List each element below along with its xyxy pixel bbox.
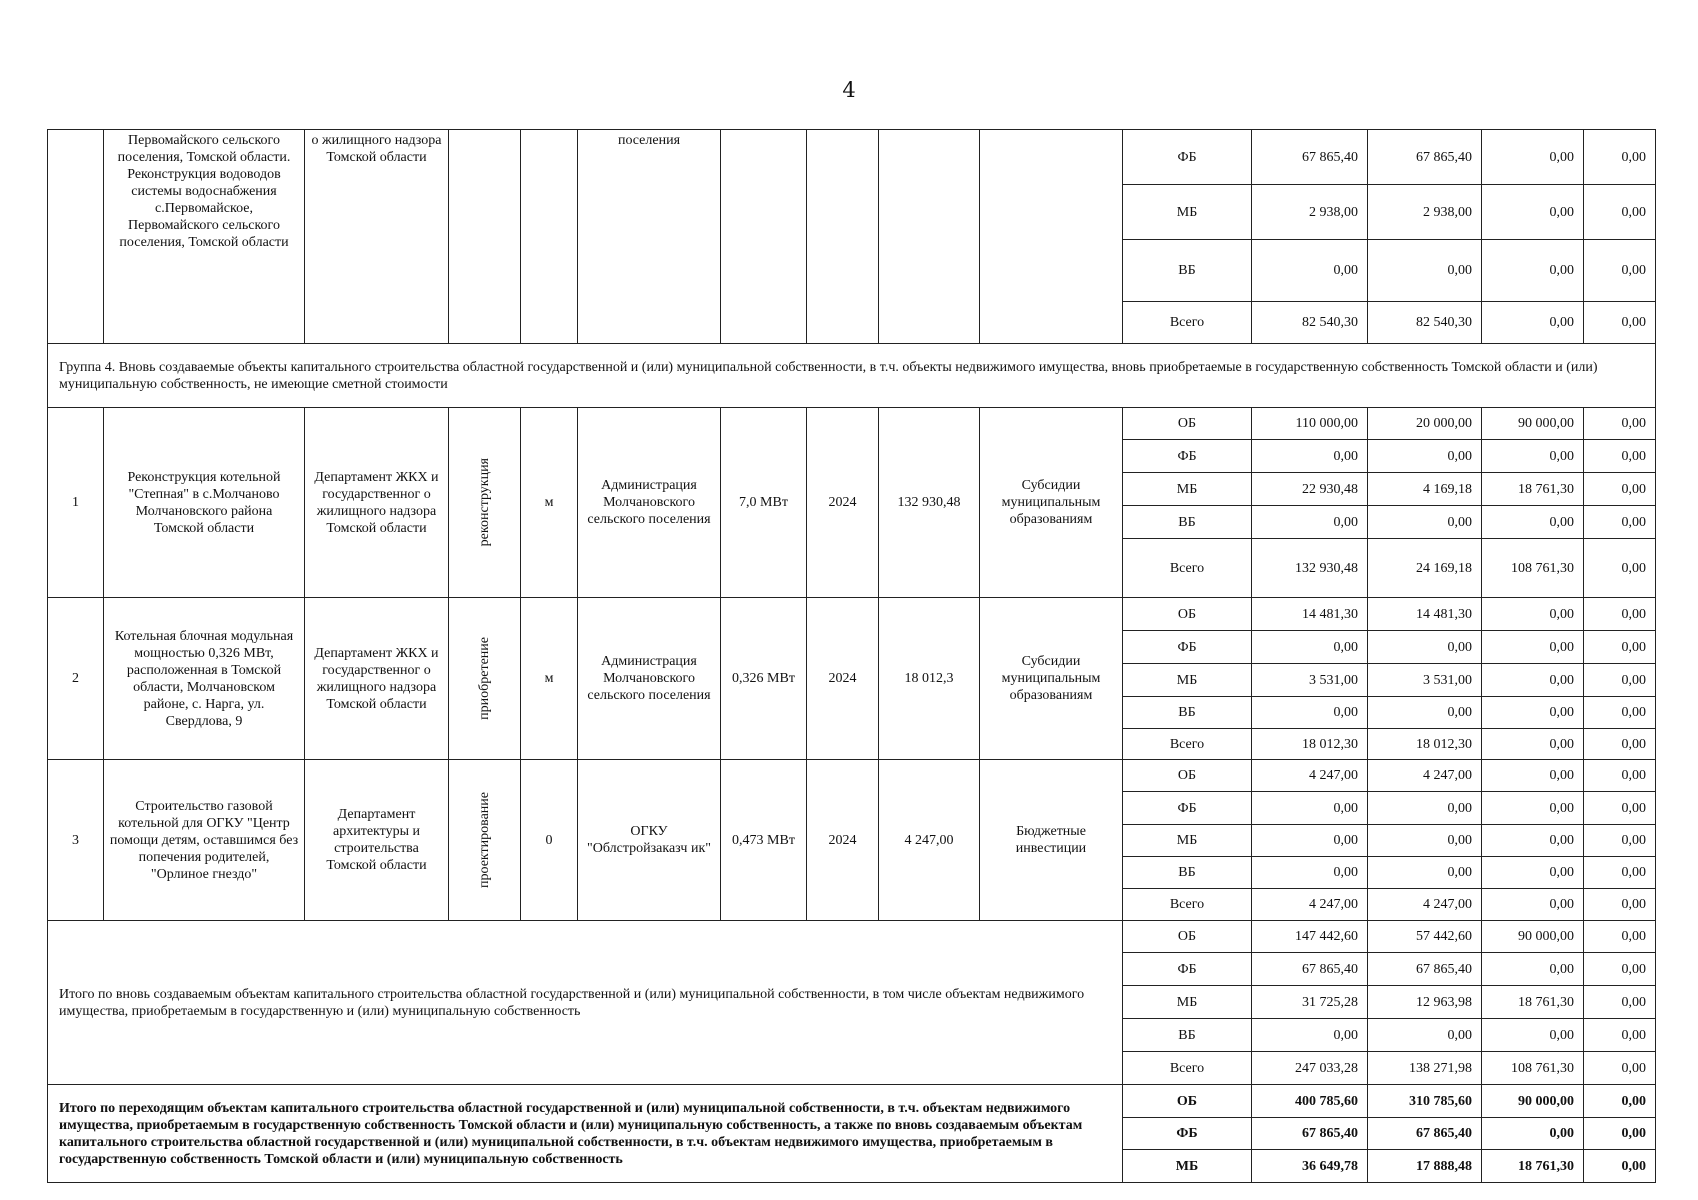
amount-cell: 0,00 <box>1482 1118 1584 1150</box>
amount-cell: 0,00 <box>1252 792 1368 825</box>
amount-cell: 132 930,48 <box>1252 539 1368 598</box>
amount-cell: 0,00 <box>1584 792 1656 825</box>
fund-source: ОБ <box>1123 598 1252 631</box>
amount-cell: 0,00 <box>1482 185 1584 240</box>
amount-cell: 0,00 <box>1482 240 1584 302</box>
amount-cell: 0,00 <box>1252 506 1368 539</box>
amount-cell: 0,00 <box>1252 1019 1368 1052</box>
amount-cell: 0,00 <box>1584 440 1656 473</box>
amount-cell: 0,00 <box>1482 598 1584 631</box>
amount-cell: 4 169,18 <box>1368 473 1482 506</box>
row-number: 1 <box>48 408 104 598</box>
year: 2024 <box>807 598 879 760</box>
funding-form: Субсидии муниципальным образованиям <box>980 598 1123 760</box>
amount-cell: 4 247,00 <box>1252 760 1368 792</box>
amount-cell: 82 540,30 <box>1252 302 1368 344</box>
fund-source: ФБ <box>1123 440 1252 473</box>
amount-cell: 0,00 <box>1368 631 1482 664</box>
fund-source: МБ <box>1123 473 1252 506</box>
amount-cell: 0,00 <box>1252 240 1368 302</box>
amount-cell: 0,00 <box>1584 240 1656 302</box>
amount-cell: 0,00 <box>1368 240 1482 302</box>
amount-cell: 2 938,00 <box>1368 185 1482 240</box>
amount-cell: 82 540,30 <box>1368 302 1482 344</box>
department: Департамент архитектуры и строительства Томской области <box>305 760 449 921</box>
amount-cell: 0,00 <box>1252 440 1368 473</box>
fund-source: ОБ <box>1123 760 1252 792</box>
amount-cell: 0,00 <box>1584 408 1656 440</box>
amount-cell: 0,00 <box>1482 664 1584 697</box>
table-row <box>48 598 1656 631</box>
amount-cell: 0,00 <box>1584 598 1656 631</box>
row-number: 3 <box>48 760 104 921</box>
amount-cell: 90 000,00 <box>1482 1085 1584 1118</box>
amount-cell: 24 169,18 <box>1368 539 1482 598</box>
amount-cell: 0,00 <box>1584 1118 1656 1150</box>
amount-cell: 0,00 <box>1584 664 1656 697</box>
amount-cell: 90 000,00 <box>1482 408 1584 440</box>
amount-cell: 247 033,28 <box>1252 1052 1368 1085</box>
amount-cell: 12 963,98 <box>1368 986 1482 1019</box>
amount-cell: 0,00 <box>1584 1150 1656 1183</box>
work-type-cell <box>449 408 521 598</box>
work-type: приобретение <box>477 637 492 720</box>
department: о жилищного надзора Томской области <box>305 130 449 344</box>
amount-cell: 0,00 <box>1482 631 1584 664</box>
amount-cell: 14 481,30 <box>1252 598 1368 631</box>
cost: 18 012,3 <box>879 598 980 760</box>
amount-cell: 4 247,00 <box>1252 889 1368 921</box>
amount-cell: 0,00 <box>1584 1085 1656 1118</box>
year: 2024 <box>807 408 879 598</box>
amount-cell: 0,00 <box>1368 506 1482 539</box>
amount-cell: 0,00 <box>1482 729 1584 760</box>
amount-cell: 0,00 <box>1482 760 1584 792</box>
amount-cell: 67 865,40 <box>1252 953 1368 986</box>
amount-cell: 0,00 <box>1584 539 1656 598</box>
amount-cell: 4 247,00 <box>1368 889 1482 921</box>
row-number: 2 <box>48 598 104 760</box>
fund-source: ВБ <box>1123 1019 1252 1052</box>
amount-cell: 0,00 <box>1482 953 1584 986</box>
amount-cell: 0,00 <box>1584 473 1656 506</box>
amount-cell: 0,00 <box>1482 825 1584 857</box>
amount-cell: 3 531,00 <box>1252 664 1368 697</box>
amount-cell: 20 000,00 <box>1368 408 1482 440</box>
amount-cell: 0,00 <box>1584 760 1656 792</box>
fund-source: МБ <box>1123 1150 1252 1183</box>
fund-source: ВБ <box>1123 697 1252 729</box>
fund-source: МБ <box>1123 664 1252 697</box>
amount-cell: 0,00 <box>1368 440 1482 473</box>
amount-cell: 0,00 <box>1584 889 1656 921</box>
amount-cell: 18 761,30 <box>1482 986 1584 1019</box>
work-type-cell <box>449 598 521 760</box>
amount-cell: 2 938,00 <box>1252 185 1368 240</box>
fund-source: МБ <box>1123 825 1252 857</box>
fund-source: ВБ <box>1123 506 1252 539</box>
fund-source: ОБ <box>1123 921 1252 953</box>
table-row <box>48 921 1656 953</box>
code: м <box>521 408 578 598</box>
amount-cell: 0,00 <box>1368 825 1482 857</box>
amount-cell: 0,00 <box>1584 1019 1656 1052</box>
fund-source: Всего <box>1123 729 1252 760</box>
table-row <box>48 408 1656 440</box>
fund-source: Всего <box>1123 889 1252 921</box>
amount-cell: 0,00 <box>1584 185 1656 240</box>
amount-cell: 0,00 <box>1368 697 1482 729</box>
amount-cell: 147 442,60 <box>1252 921 1368 953</box>
amount-cell: 0,00 <box>1482 1019 1584 1052</box>
amount-cell: 67 865,40 <box>1252 1118 1368 1150</box>
capacity: 0,473 МВт <box>721 760 807 921</box>
amount-cell: 18 761,30 <box>1482 473 1584 506</box>
amount-cell: 0,00 <box>1482 697 1584 729</box>
capacity: 0,326 МВт <box>721 598 807 760</box>
customer: Администрация Молчановского сельского поселения <box>578 408 721 598</box>
amount-cell: 0,00 <box>1252 631 1368 664</box>
amount-cell: 67 865,40 <box>1252 130 1368 185</box>
customer: ОГКУ "Облстройзаказч ик" <box>578 760 721 921</box>
amount-cell: 0,00 <box>1482 857 1584 889</box>
code: 0 <box>521 760 578 921</box>
fund-source: ВБ <box>1123 857 1252 889</box>
object-name: Строительство газовой котельной для ОГКУ "Центр помощи детям, оставшимся без попечения родителей, "Орлиное гнездо" <box>104 760 305 921</box>
amount-cell: 0,00 <box>1482 440 1584 473</box>
group-header-row <box>48 344 1656 408</box>
fund-source: Всего <box>1123 1052 1252 1085</box>
amount-cell: 108 761,30 <box>1482 1052 1584 1085</box>
fund-source: ВБ <box>1123 240 1252 302</box>
department: Департамент ЖКХ и государственног о жилищного надзора Томской области <box>305 598 449 760</box>
amount-cell: 0,00 <box>1584 697 1656 729</box>
cost: 132 930,48 <box>879 408 980 598</box>
group-total-label: Итого по вновь создаваемым объектам капитального строительства областной государственной и (или) муниципальной собственности, в том числе объектам недвижимого имущества, приобретаемым в государственную и (или) муниципальную собственность <box>48 921 1123 1085</box>
fund-source: МБ <box>1123 185 1252 240</box>
amount-cell: 0,00 <box>1584 631 1656 664</box>
amount-cell: 67 865,40 <box>1368 1118 1482 1150</box>
amount-cell: 0,00 <box>1482 302 1584 344</box>
page-number: 4 <box>842 78 856 102</box>
amount-cell: 0,00 <box>1252 697 1368 729</box>
fund-source: ФБ <box>1123 631 1252 664</box>
work-type: реконструкция <box>477 458 492 547</box>
funding-form: Субсидии муниципальным образованиям <box>980 408 1123 598</box>
amount-cell: 138 271,98 <box>1368 1052 1482 1085</box>
amount-cell: 0,00 <box>1584 857 1656 889</box>
amount-cell: 0,00 <box>1584 729 1656 760</box>
amount-cell: 17 888,48 <box>1368 1150 1482 1183</box>
work-type: проектирование <box>477 792 492 888</box>
amount-cell: 0,00 <box>1482 889 1584 921</box>
customer: Администрация Молчановского сельского поселения <box>578 598 721 760</box>
fund-source: ФБ <box>1123 130 1252 185</box>
amount-cell: 0,00 <box>1584 953 1656 986</box>
amount-cell: 0,00 <box>1584 506 1656 539</box>
amount-cell: 67 865,40 <box>1368 130 1482 185</box>
amount-cell: 18 012,30 <box>1368 729 1482 760</box>
amount-cell: 108 761,30 <box>1482 539 1584 598</box>
amount-cell: 0,00 <box>1252 857 1368 889</box>
amount-cell: 0,00 <box>1368 792 1482 825</box>
amount-cell: 3 531,00 <box>1368 664 1482 697</box>
amount-cell: 0,00 <box>1368 857 1482 889</box>
amount-cell: 0,00 <box>1252 825 1368 857</box>
table-row <box>48 1085 1656 1118</box>
amount-cell: 110 000,00 <box>1252 408 1368 440</box>
amount-cell: 4 247,00 <box>1368 760 1482 792</box>
budget-table <box>47 129 1656 1183</box>
object-name: Реконструкция котельной "Степная" в с.Молчаново Молчановского района Томской области <box>104 408 305 598</box>
amount-cell: 0,00 <box>1584 1052 1656 1085</box>
group-header: Группа 4. Вновь создаваемые объекты капитального строительства областной государственной и (или) муниципальной собственности, в т.ч. объекты недвижимого имущества, вновь приобретаемые в государственную собственность Томской области и (или) муниципальную собственность, не имеющие сметной стоимости <box>48 344 1656 408</box>
amount-cell: 36 649,78 <box>1252 1150 1368 1183</box>
fund-source: ФБ <box>1123 792 1252 825</box>
work-type-cell <box>449 760 521 921</box>
table-row <box>48 760 1656 792</box>
code: м <box>521 598 578 760</box>
amount-cell: 67 865,40 <box>1368 953 1482 986</box>
amount-cell: 0,00 <box>1482 130 1584 185</box>
department: Департамент ЖКХ и государственног о жилищного надзора Томской области <box>305 408 449 598</box>
amount-cell: 0,00 <box>1584 986 1656 1019</box>
amount-cell: 0,00 <box>1584 130 1656 185</box>
amount-cell: 90 000,00 <box>1482 921 1584 953</box>
object-name: Первомайского сельского поселения, Томской области. Реконструкция водоводов системы водоснабжения с.Первомайское, Первомайского сельского поселения, Томской области <box>104 130 305 344</box>
amount-cell: 400 785,60 <box>1252 1085 1368 1118</box>
amount-cell: 14 481,30 <box>1368 598 1482 631</box>
amount-cell: 0,00 <box>1368 1019 1482 1052</box>
amount-cell: 0,00 <box>1584 825 1656 857</box>
amount-cell: 22 930,48 <box>1252 473 1368 506</box>
fund-source: ОБ <box>1123 408 1252 440</box>
fund-source: ОБ <box>1123 1085 1252 1118</box>
capacity: 7,0 МВт <box>721 408 807 598</box>
amount-cell: 18 012,30 <box>1252 729 1368 760</box>
cost: 4 247,00 <box>879 760 980 921</box>
amount-cell: 31 725,28 <box>1252 986 1368 1019</box>
fund-source: ФБ <box>1123 1118 1252 1150</box>
amount-cell: 0,00 <box>1482 506 1584 539</box>
fund-source: Всего <box>1123 302 1252 344</box>
year: 2024 <box>807 760 879 921</box>
fund-source: МБ <box>1123 986 1252 1019</box>
customer: поселения <box>578 130 721 344</box>
grand-total-label: Итого по переходящим объектам капитального строительства областной государственной и (или) муниципальной собственности, в т.ч. объектам недвижимого имущества, приобретаемым в государственную собственность Томской области и (или) муниципальную собственность, а также по вновь создаваемым объектам капитального строительства областной государственной и (или) муниципальной собственности, в т.ч. объектам недвижимого имущества, приобретаемым в государственную собственность Томской области и (или) муниципальную собственность <box>48 1085 1123 1183</box>
amount-cell: 57 442,60 <box>1368 921 1482 953</box>
amount-cell: 0,00 <box>1482 792 1584 825</box>
table-row <box>48 130 1656 185</box>
object-name: Котельная блочная модульная мощностью 0,326 МВт, расположенная в Томской области, Молчановском районе, с. Нарга, ул. Свердлова, 9 <box>104 598 305 760</box>
amount-cell: 310 785,60 <box>1368 1085 1482 1118</box>
amount-cell: 18 761,30 <box>1482 1150 1584 1183</box>
amount-cell: 0,00 <box>1584 302 1656 344</box>
fund-source: Всего <box>1123 539 1252 598</box>
funding-form: Бюджетные инвестиции <box>980 760 1123 921</box>
amount-cell: 0,00 <box>1584 921 1656 953</box>
fund-source: ФБ <box>1123 953 1252 986</box>
